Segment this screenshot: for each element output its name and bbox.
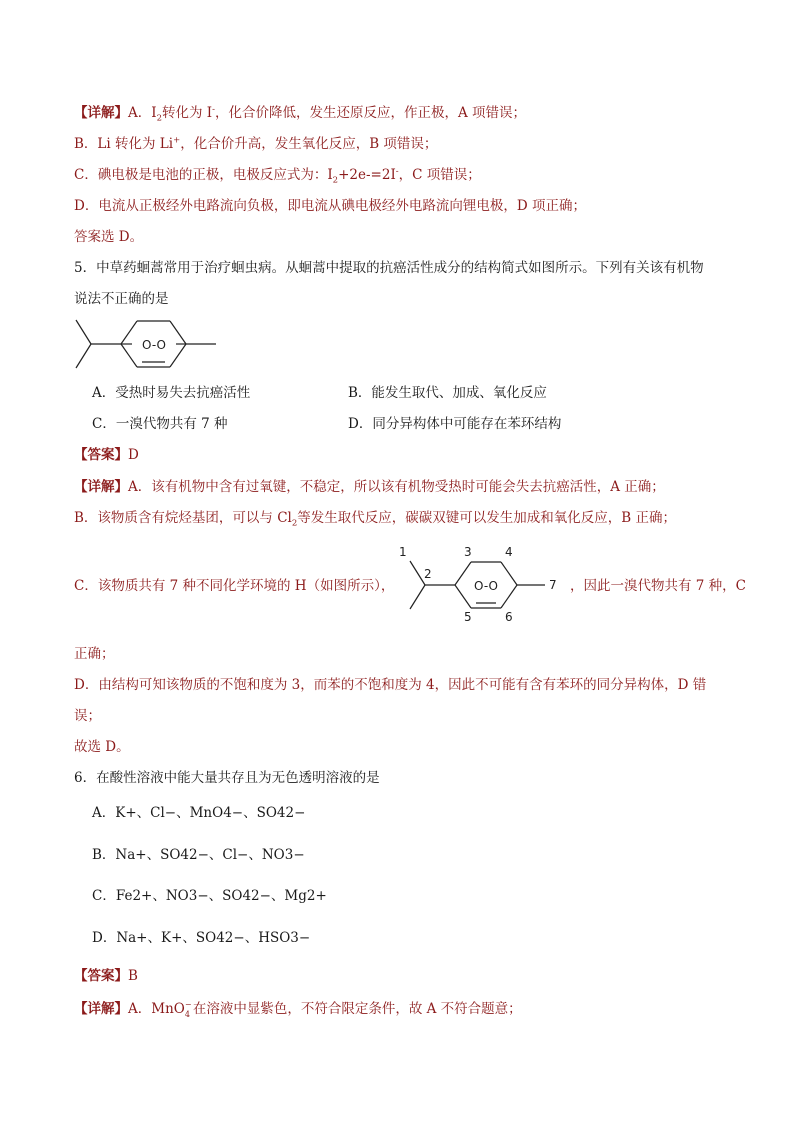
detail-a-mid: 转化为 I [162,105,213,121]
h-label-7: 7 [549,578,557,592]
detail-line-c [74,165,481,185]
q6-option-a-text: A．K+、Cl−、MnO4−、SO42− [92,805,306,821]
q6-answer-value: B [128,968,138,984]
q5-detail-b [74,508,676,528]
q6-detail-a-post: 在溶液中显紫色，不符合限定条件，故 A 不符合题意； [192,1001,522,1017]
q5-answer [74,445,139,465]
q6-answer-tag: 【答案】 [74,968,128,984]
question-6-stem: 6．在酸性溶液中能大量共存且为无色透明溶液的是 [74,770,380,786]
q6-option-c-text: C．Fe2+、NO3−、SO42−、Mg2+ [92,888,327,904]
q5-option-a: A．受热时易失去抗癌活性 [92,385,251,401]
detail-b-pre: B．Li 转化为 Li [74,136,174,152]
h-label-2: 2 [424,567,432,581]
q5-detail-tag: 【详解】 [74,479,128,495]
q6-option-b-text: B．Na+、SO42−、Cl−、NO3− [92,847,305,863]
h-label-6: 6 [505,610,513,624]
question-5-stem-line1: 5．中草药蛔蒿常用于治疗蛔虫病。从蛔蒿中提取的抗癌活性成分的结构简式如图所示。下列有关该有机物 [74,260,704,276]
detail-c-sup: - [395,166,399,177]
detail-c-sub: 2 [332,175,339,186]
detail-line-d: D．电流从正极经外电路流向负极，即电流从碘电极经外电路流向锂电极，D 项正确； [74,198,586,214]
h-label-5: 5 [464,610,472,624]
question-5-stem-line2: 说法不正确的是 [74,291,169,307]
h-label-4: 4 [505,545,513,559]
q5-detail-c-post: ，因此一溴代物共有 7 种，C [570,578,747,594]
q5-detail-a [74,477,665,497]
q5-detail-b-post: 等发生取代反应，碳碳双键可以发生加成和氧化反应，B 正确； [297,510,676,526]
q6-option-b [92,845,305,865]
q5-option-d: D．同分异构体中可能存在苯环结构 [348,416,562,432]
q6-answer [74,966,138,986]
q5-detail-c-cont: 正确； [74,646,115,662]
q6-option-a [92,803,305,823]
detail-a-sup: - [212,104,216,115]
q6-detail-tag: 【详解】 [74,1001,128,1017]
detail-b-sup: + [173,135,181,146]
detail-c-mid: +2e-=2I [338,167,396,183]
q5-detail-end: 故选 D。 [74,739,130,755]
detail-a-sub: 2 [156,113,163,124]
q5-detail-a-text: A．该有机物中含有过氧键，不稳定，所以该有机物受热时可能会失去抗癌活性，A 正确； [128,479,665,495]
mno4-charge: − [184,1000,192,1009]
q5-numbered-structure [395,545,565,625]
q6-option-d [92,928,310,948]
q5-option-b: B．能发生取代、加成、氧化反应 [348,385,547,401]
q5-structure-figure [70,315,220,375]
q5-detail-b-pre: B．该物质含有烷烃基团，可以与 Cl [74,510,292,526]
q6-option-c [92,886,327,906]
detail-a-post: ，化合价降低，发生还原反应，作正极，A 项错误； [215,105,527,121]
detail-a-pre: A．I [128,105,157,121]
q5-detail-b-sub: 2 [291,518,298,529]
q5-detail-c-pre: C．该物质共有 7 种不同化学环境的 H（如图所示）， [74,578,395,594]
mno4-sub: 4 [184,1010,190,1019]
detail-c-pre: C．碘电极是电池的正极，电极反应式为：I [74,167,333,183]
q6-option-d-text: D．Na+、K+、SO42−、HSO3− [92,930,311,946]
detail-line-a [74,103,526,123]
q5-answer-value: D [128,447,139,463]
detail-tag: 【详解】 [74,105,128,121]
q5-option-c: C．一溴代物共有 7 种 [92,416,228,432]
peroxide-label-2: O-O [474,579,498,593]
peroxide-label: O-O [142,338,166,352]
h-label-3: 3 [464,545,472,559]
q6-detail-a-pre: A．MnO [128,1001,185,1017]
mno4-charge-stack [184,1000,192,1019]
detail-answer: 答案选 D。 [74,229,144,245]
h-label-1: 1 [399,545,407,559]
detail-line-b [74,134,437,154]
q5-detail-d-2: 误； [74,708,101,724]
detail-b-post: ，化合价升高，发生氧化反应，B 项错误； [180,136,438,152]
q5-answer-tag: 【答案】 [74,447,128,463]
q6-detail-a [74,999,522,1019]
detail-c-post: ，C 项错误； [398,167,481,183]
q5-detail-d-1: D．由结构可知该物质的不饱和度为 3，而苯的不饱和度为 4，因此不可能有含有苯环的同分异构体，D 错 [74,677,707,693]
